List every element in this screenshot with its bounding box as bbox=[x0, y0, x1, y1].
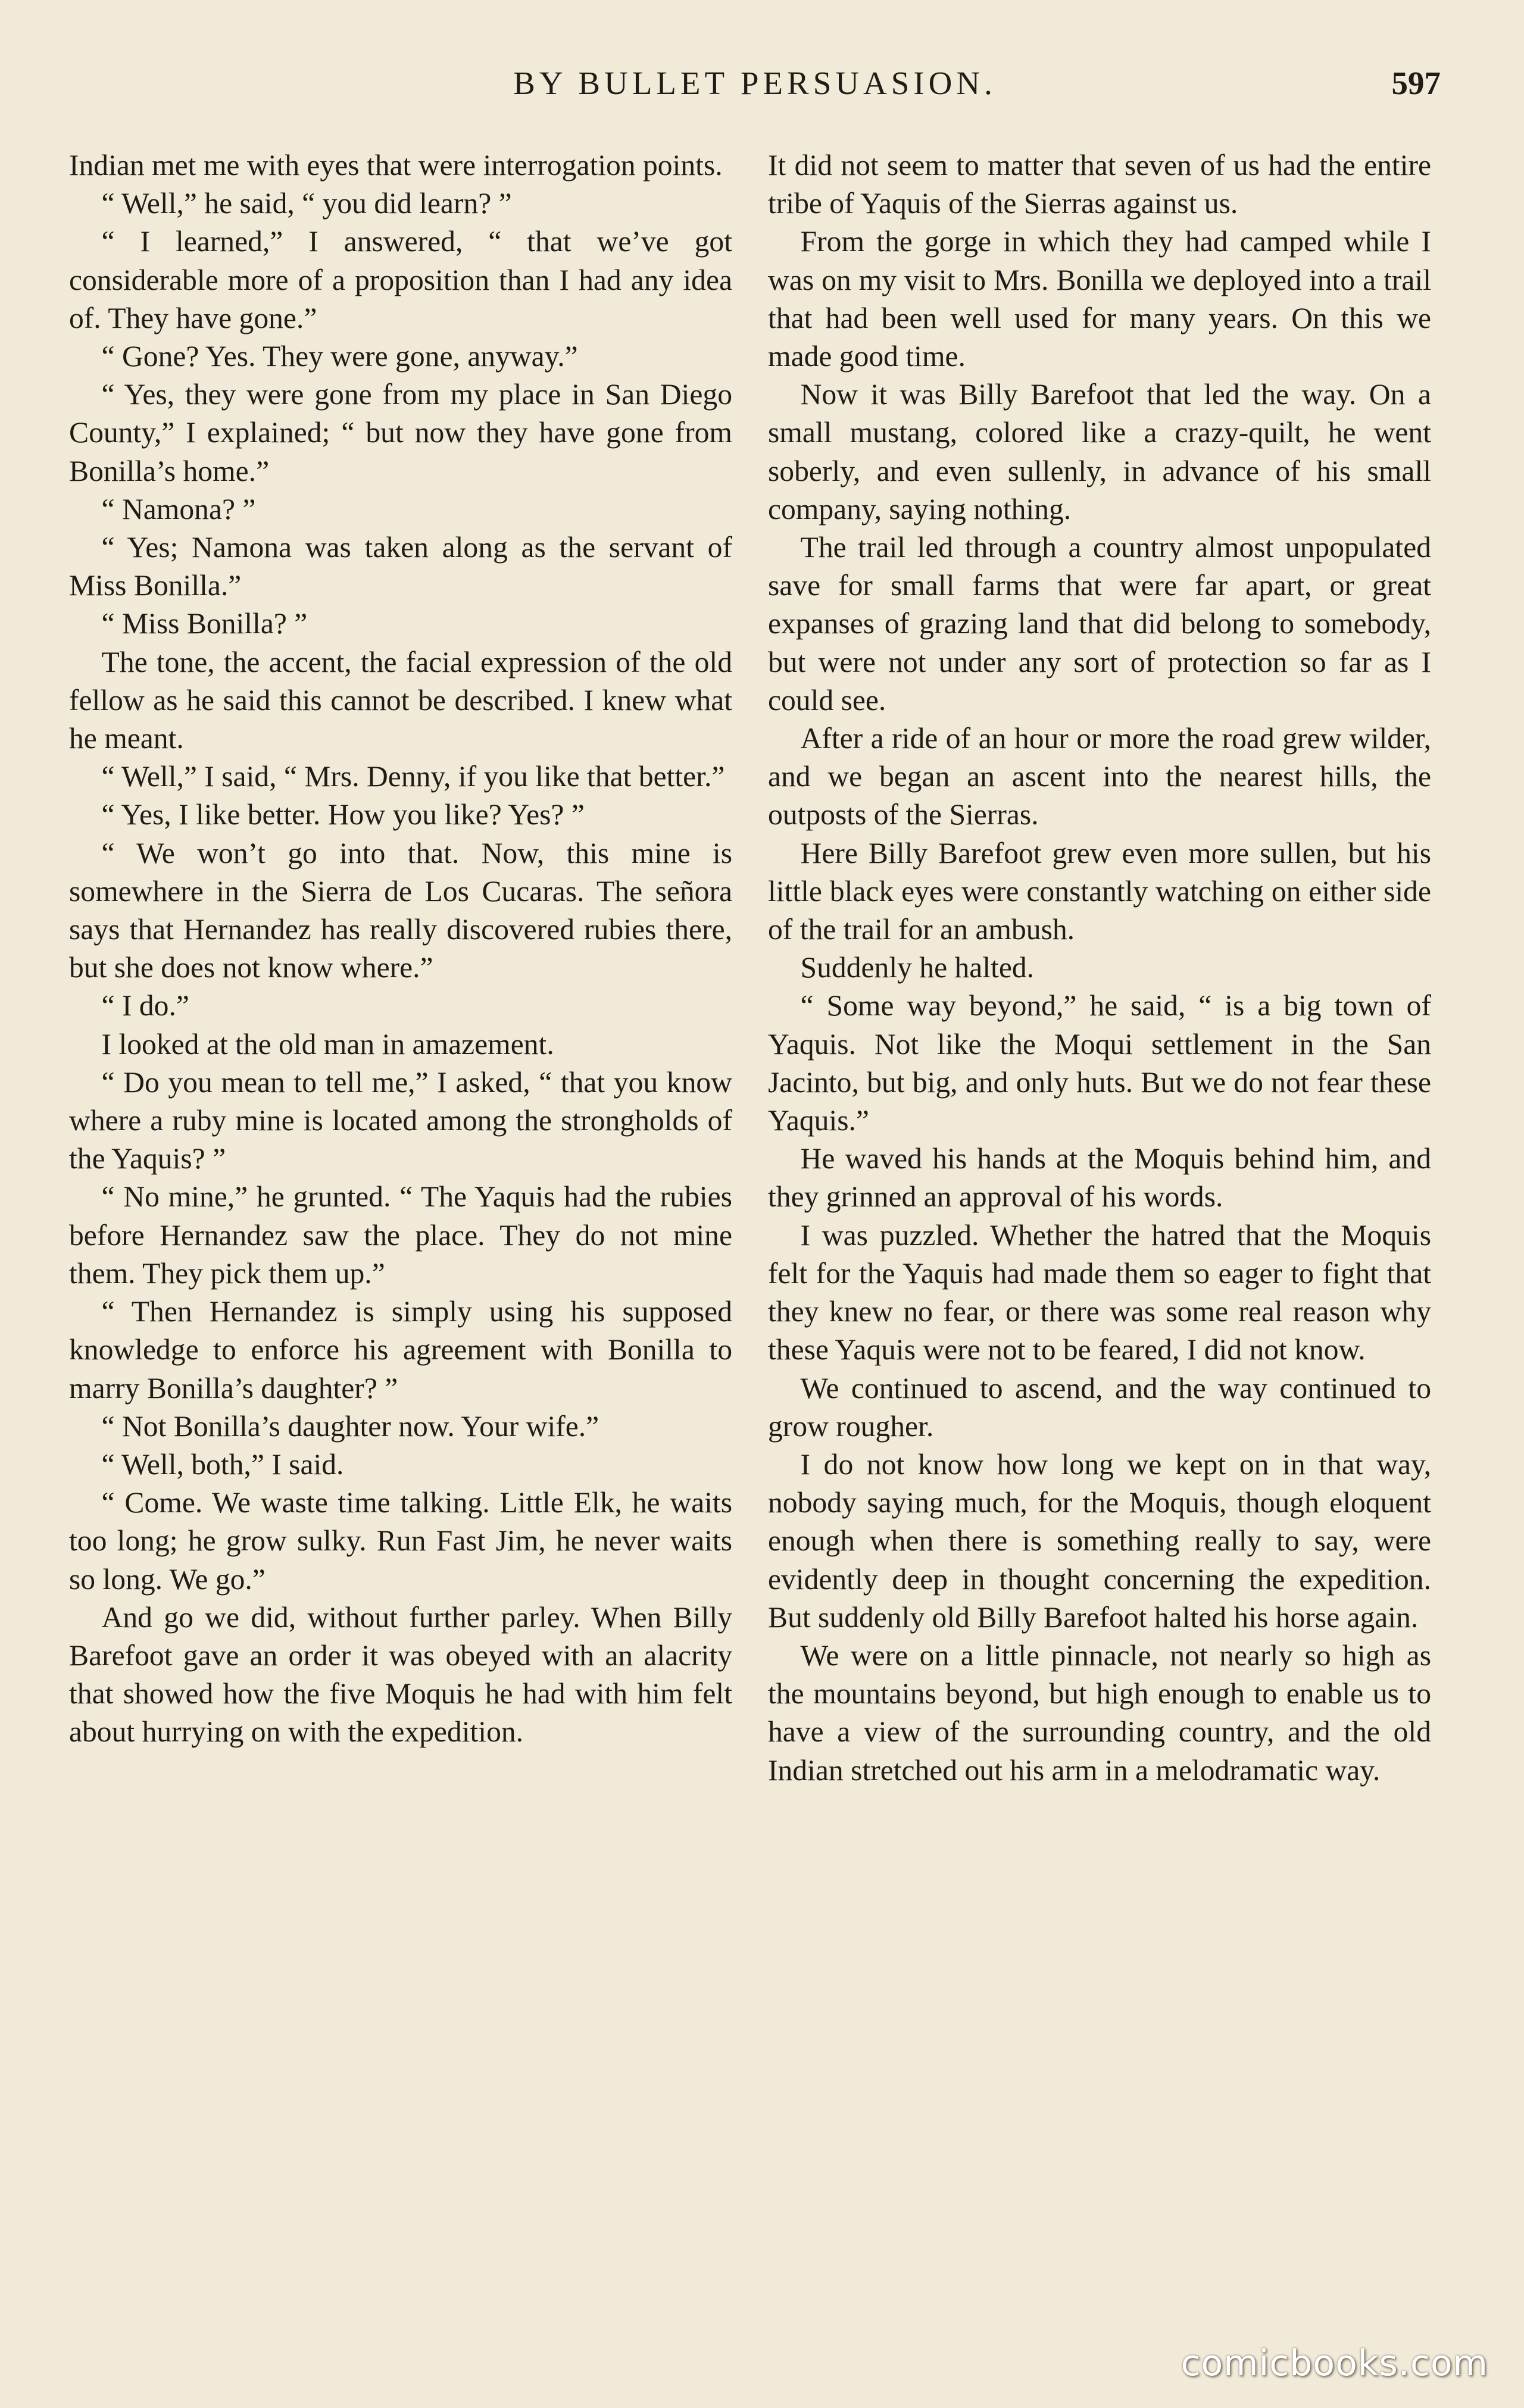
paragraph: “ I learned,” I answered, “ that we’ve got considerable more of a proposition than I had any idea of. They have gone.” bbox=[69, 225, 732, 334]
paragraph: “ Not Bonilla’s daughter now. Your wife.” bbox=[101, 1409, 599, 1443]
paragraph: “ Gone? Yes. They were gone, anyway.” bbox=[101, 340, 578, 373]
paragraph: Indian met me with eyes that were interrogation points. bbox=[69, 149, 723, 182]
paragraph: I looked at the old man in amazement. bbox=[101, 1027, 554, 1061]
watermark: comicbooks.com bbox=[1181, 2343, 1488, 2384]
paragraph: From the gorge in which they had camped while I was on my visit to Mrs. Bonilla we deployed into a trail that had been well used for many years. On this we made good time. bbox=[768, 225, 1431, 373]
paragraph: “ Well,” I said, “ Mrs. Denny, if you like that better.” bbox=[101, 760, 725, 793]
paragraph: Now it was Billy Barefoot that led the way. On a small mustang, colored like a crazy-quilt, he went soberly, and even sullenly, in advance of his small company, saying nothing. bbox=[768, 378, 1431, 526]
paragraph: It did not seem to matter that seven of us had the entire tribe of Yaquis of the Sierras against us. bbox=[768, 149, 1431, 220]
right-column bbox=[768, 146, 1431, 1790]
page-number: 597 bbox=[1391, 65, 1441, 101]
paragraph: We continued to ascend, and the way continued to grow rougher. bbox=[768, 1371, 1431, 1443]
page-header bbox=[69, 64, 1441, 112]
paragraph: “ Well,” he said, “ you did learn? ” bbox=[101, 187, 512, 220]
paragraph: “ We won’t go into that. Now, this mine is somewhere in the Sierra de Los Cucaras. The señora says that Hernandez has really discovered rubies there, but she does not know where.” bbox=[69, 836, 732, 984]
paragraph: I was puzzled. Whether the hatred that the Moquis felt for the Yaquis had made them so eager to fight that they knew no fear, or there was some real reason why these Yaquis were not to be feared, I did not know. bbox=[768, 1218, 1431, 1366]
paragraph: “ Some way beyond,” he said, “ is a big town of Yaquis. Not like the Moqui settlement in the San Jacinto, but big, and only huts. But we do not fear these Yaquis.” bbox=[768, 989, 1431, 1137]
paragraph: After a ride of an hour or more the road grew wilder, and we began an ascent into the nearest hills, the outposts of the Sierras. bbox=[768, 722, 1431, 831]
paragraph: “ I do.” bbox=[101, 989, 189, 1022]
paragraph: “ Namona? ” bbox=[101, 492, 256, 526]
paragraph: “ Miss Bonilla? ” bbox=[101, 607, 308, 640]
paragraph: Suddenly he halted. bbox=[800, 951, 1035, 984]
paragraph: “ Yes; Namona was taken along as the servant of Miss Bonilla.” bbox=[69, 531, 732, 602]
paragraph: The tone, the accent, the facial expression of the old fellow as he said this cannot be described. I knew what he meant. bbox=[69, 645, 732, 755]
left-column bbox=[69, 146, 732, 1752]
paragraph: I do not know how long we kept on in that way, nobody saying much, for the Moquis, though eloquent enough when there is something really to say, were evidently deep in thought concerning the expedition. But suddenly old Billy Barefoot halted his horse again. bbox=[768, 1447, 1431, 1634]
paragraph: We were on a little pinnacle, not nearly so high as the mountains beyond, but high enough to enable us to have a view of the surrounding country, and the old Indian stretched out his arm in a melodramatic way. bbox=[768, 1638, 1431, 1787]
paragraph: “ Do you mean to tell me,” I asked, “ that you know where a ruby mine is located among the strongholds of the Yaquis? ” bbox=[69, 1065, 732, 1175]
paragraph: He waved his hands at the Moquis behind him, and they grinned an approval of his words. bbox=[768, 1142, 1431, 1214]
paragraph: “ Then Hernandez is simply using his supposed knowledge to enforce his agreement with Bonilla to marry Bonilla’s daughter? ” bbox=[69, 1295, 732, 1405]
paragraph: And go we did, without further parley. When Billy Barefoot gave an order it was obeyed with an alacrity that showed how the five Moquis he had with him felt about hurrying on with the expedition. bbox=[69, 1600, 732, 1749]
paragraph: “ Yes, they were gone from my place in San Diego County,” I explained; “ but now they have gone from Bonilla’s home.” bbox=[69, 378, 732, 487]
paragraph: “ Well, both,” I said. bbox=[101, 1447, 344, 1481]
paragraph: “ Yes, I like better. How you like? Yes? ” bbox=[101, 798, 585, 831]
running-title: BY BULLET PERSUASION. bbox=[513, 65, 997, 101]
paragraph: “ Come. We waste time talking. Little Elk, he waits too long; he grow sulky. Run Fast Jim, he never waits so long. We go.” bbox=[69, 1486, 732, 1596]
paragraph: Here Billy Barefoot grew even more sullen, but his little black eyes were constantly watching on either side of the trail for an ambush. bbox=[768, 836, 1431, 946]
paragraph: “ No mine,” he grunted. “ The Yaquis had the rubies before Hernandez saw the place. They do not mine them. They pick them up.” bbox=[69, 1180, 732, 1290]
paragraph: The trail led through a country almost unpopulated save for small farms that were far apart, or great expanses of grazing land that did belong to somebody, but were not under any sort of protection so far as I could see. bbox=[768, 531, 1431, 717]
